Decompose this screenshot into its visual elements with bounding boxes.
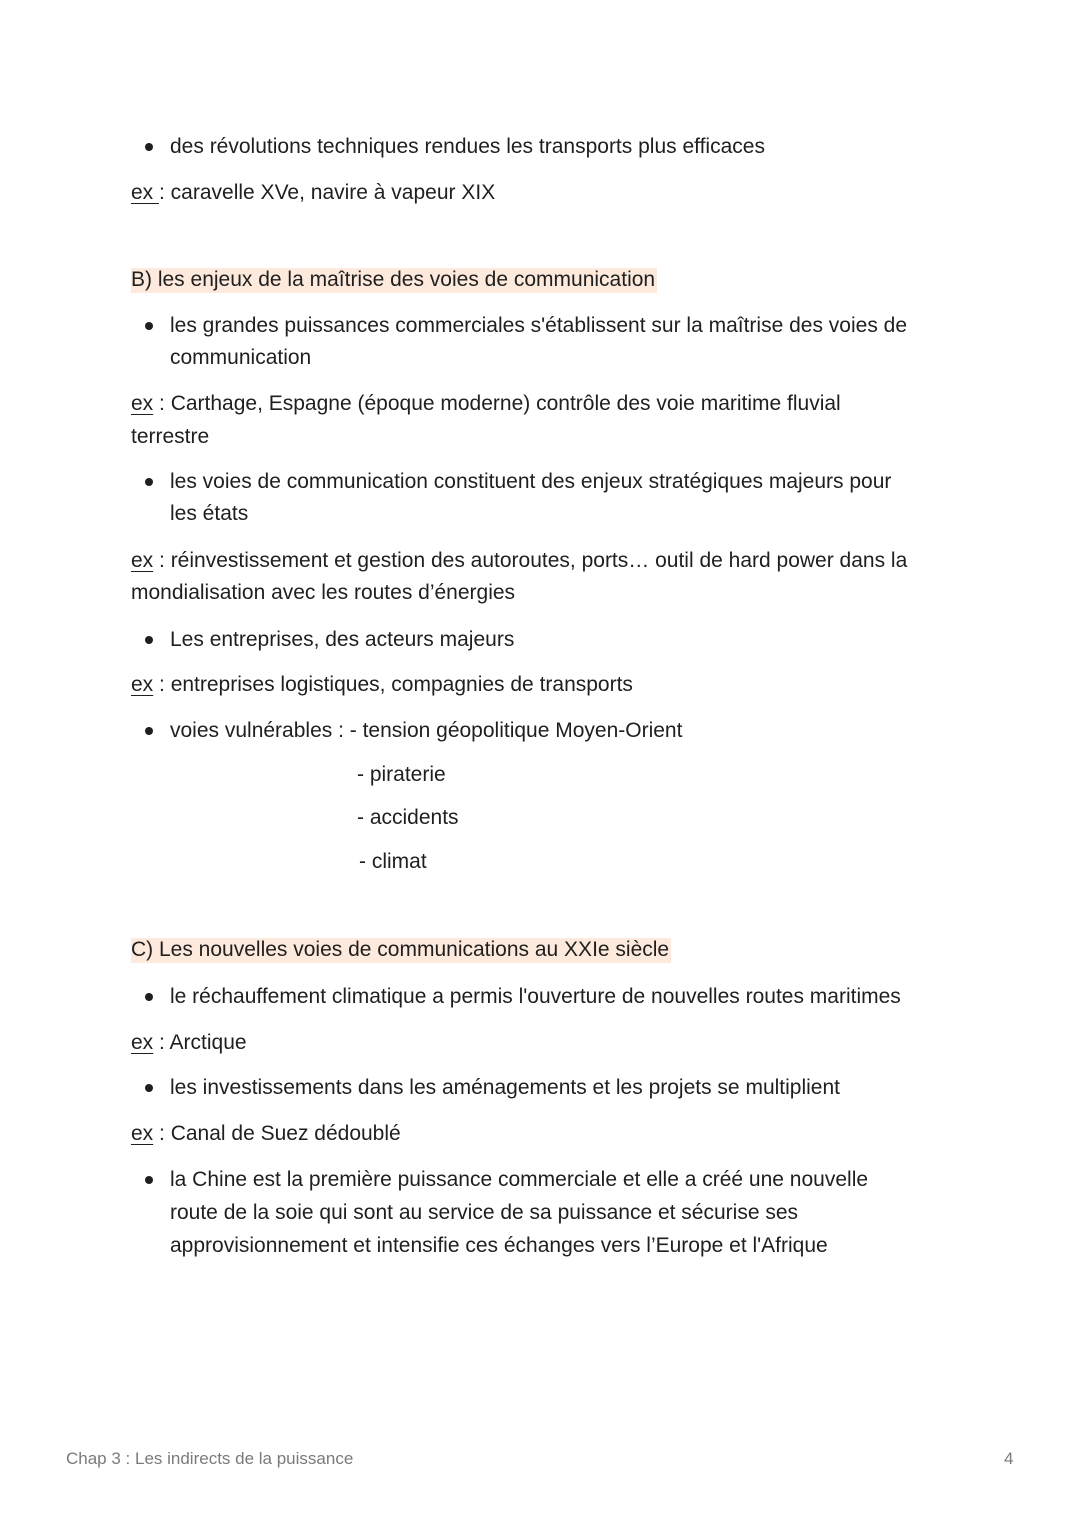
example-label: ex	[131, 673, 154, 696]
bullet-text: les grandes puissances commerciales s'établissent sur la maîtrise des voies de	[170, 314, 908, 337]
example-label: ex	[131, 1122, 154, 1145]
bullet-text: des révolutions techniques rendues les transports plus efficaces	[170, 135, 765, 158]
sub-item: - climat	[359, 850, 427, 873]
example-text: : caravelle XVe, navire à vapeur XIX	[159, 181, 496, 204]
page-number: 4	[1004, 1449, 1014, 1468]
example-text: : Arctique	[153, 1031, 247, 1054]
bullet-text-cont: approvisionnement et intensifie ces échanges vers l’Europe et l'Afrique	[170, 1234, 828, 1257]
example-label: ex	[131, 1031, 154, 1054]
example-text: : entreprises logistiques, compagnies de transports	[153, 673, 633, 696]
bullet-text-cont: communication	[170, 346, 312, 369]
bullet-icon	[145, 143, 153, 151]
section-heading-c: C) Les nouvelles voies de communications au XXIe siècle	[131, 938, 670, 961]
example-text: : réinvestissement et gestion des autoroutes, ports… outil de hard power dans la	[153, 549, 908, 572]
example-text-cont: terrestre	[131, 425, 210, 448]
example-text: : Carthage, Espagne (époque moderne) contrôle des voie maritime fluvial	[153, 392, 841, 415]
bullet-icon	[145, 1084, 153, 1092]
bullet-text: Les entreprises, des acteurs majeurs	[170, 628, 515, 651]
bullet-text: le réchauffement climatique a permis l'ouverture de nouvelles routes maritimes	[170, 985, 901, 1008]
bullet-text: les investissements dans les aménagements et les projets se multiplient	[170, 1076, 840, 1099]
bullet-text: la Chine est la première puissance commerciale et elle a créé une nouvelle	[170, 1168, 869, 1191]
example-line	[131, 387, 841, 420]
example-label: ex	[131, 392, 154, 415]
example-text: : Canal de Suez dédoublé	[153, 1122, 401, 1145]
example-line	[131, 544, 907, 577]
bullet-icon	[145, 636, 153, 644]
example-line	[131, 1117, 401, 1150]
footer-chapter-title: Chap 3 : Les indirects de la puissance	[66, 1449, 354, 1468]
section-heading-b: B) les enjeux de la maîtrise des voies de communication	[131, 268, 656, 291]
bullet-icon	[145, 727, 153, 735]
example-label: ex	[131, 549, 154, 572]
bullet-icon	[145, 478, 153, 486]
sub-item: - piraterie	[357, 763, 446, 786]
example-label: ex	[131, 181, 160, 204]
example-line	[131, 1026, 247, 1059]
bullet-icon	[145, 993, 153, 1001]
bullet-text: voies vulnérables : - tension géopolitique Moyen-Orient	[170, 719, 683, 742]
sub-item: - accidents	[357, 806, 459, 829]
bullet-icon	[145, 322, 153, 330]
bullet-text: les voies de communication constituent des enjeux stratégiques majeurs pour	[170, 470, 892, 493]
example-text-cont: mondialisation avec les routes d’énergies	[131, 581, 516, 604]
bullet-icon	[145, 1176, 153, 1184]
bullet-text-cont: route de la soie qui sont au service de sa puissance et sécurise ses	[170, 1201, 799, 1224]
bullet-text-cont: les états	[170, 502, 249, 525]
example-line	[131, 668, 633, 701]
example-line	[131, 176, 495, 209]
